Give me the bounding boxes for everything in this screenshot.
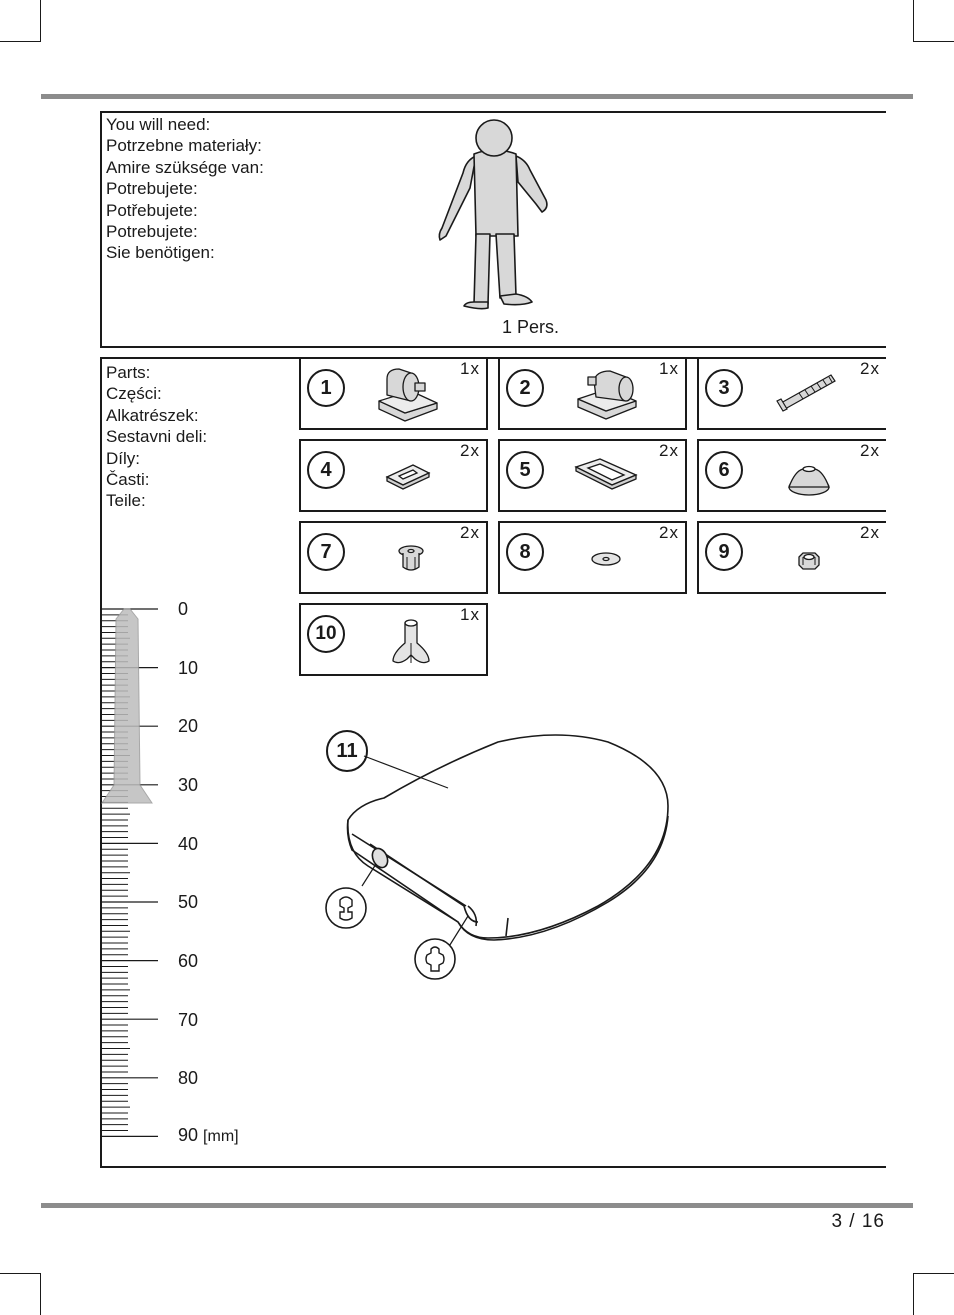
part-cell-5	[498, 439, 687, 512]
scale-label-20: 20	[178, 716, 199, 736]
part-quantity: 2x	[860, 523, 880, 542]
scale-value-90: 90	[178, 1125, 199, 1145]
parts-label: Części:	[106, 384, 162, 404]
scale-label-30: 30	[178, 775, 199, 795]
cap-detail-icon	[324, 886, 368, 930]
hinge-block-icon	[371, 363, 451, 425]
parts-label: Časti:	[106, 470, 150, 490]
parts-label: Sestavni deli:	[106, 427, 208, 447]
parts-labels	[106, 362, 207, 512]
need-label: You will need:	[106, 115, 211, 134]
parts-label: Díly:	[106, 448, 140, 468]
scale-label-70: 70	[178, 1010, 199, 1030]
scale-label-0: 0	[178, 599, 189, 619]
crop-mark-top-right-h	[913, 41, 954, 42]
part-number: 1	[307, 369, 345, 407]
scale-label-60: 60	[178, 951, 199, 971]
scale-label-80: 80	[178, 1068, 199, 1088]
part-number: 9	[705, 533, 743, 571]
parts-label: Parts:	[106, 363, 151, 382]
wing-key-icon	[371, 609, 451, 671]
need-label: Potrzebne materiały:	[106, 136, 262, 156]
hinge-block-icon	[570, 363, 650, 425]
part-number: 5	[506, 451, 544, 489]
part-number: 4	[307, 451, 345, 489]
page-number: 3 / 16	[831, 1211, 885, 1232]
part-quantity: 2x	[860, 359, 880, 378]
part-quantity: 1x	[460, 605, 480, 624]
crop-mark-bottom-right-h	[913, 1273, 954, 1274]
part-number: 3	[705, 369, 743, 407]
cap-detail-icon	[413, 937, 457, 981]
crop-mark-top-left-v	[40, 0, 41, 42]
part-number: 6	[705, 451, 743, 489]
part-number: 10	[307, 615, 345, 653]
part-quantity: 2x	[460, 523, 480, 542]
scale-label-50: 50	[178, 892, 199, 912]
scale-label-90	[178, 1125, 239, 1146]
parts-label: Alkatrészek:	[106, 405, 199, 425]
bottom-rule	[41, 1203, 913, 1208]
part-cell-3	[697, 357, 886, 430]
part-cell-7	[299, 521, 488, 594]
need-label: Potřebujete:	[106, 200, 198, 220]
top-rule	[41, 94, 913, 99]
part-number: 2	[506, 369, 544, 407]
need-label: Potrebujete:	[106, 222, 198, 242]
parts-label: Teile:	[106, 491, 146, 511]
need-label: Potrebujete:	[106, 179, 198, 199]
screw-length-scale	[100, 605, 162, 1145]
part-cell-8	[498, 521, 687, 594]
scale-unit: [mm]	[203, 1128, 239, 1145]
need-label: Sie benötigen:	[106, 243, 215, 263]
toilet-seat-icon	[318, 726, 678, 986]
part-number: 8	[506, 533, 544, 571]
part-cell-1	[299, 357, 488, 430]
scale-label-40: 40	[178, 834, 199, 854]
part-cell-2	[498, 357, 687, 430]
part-quantity: 1x	[460, 359, 480, 378]
crop-mark-bottom-right-v	[913, 1273, 914, 1315]
part-cell-9	[697, 521, 886, 594]
cone-washer-icon	[769, 445, 849, 507]
part-quantity: 2x	[860, 441, 880, 460]
persons-count: 1 Pers.	[502, 317, 560, 337]
part-number: 7	[307, 533, 345, 571]
part-cell-6	[697, 439, 886, 512]
anchor-nut-icon	[371, 527, 451, 589]
flat-washer-icon	[570, 527, 650, 589]
crop-mark-top-right-v	[913, 0, 914, 42]
need-label: Amire szüksége van:	[106, 157, 264, 177]
seat-number: 11	[326, 730, 368, 772]
small-gasket-icon	[371, 445, 451, 507]
part-cell-10	[299, 603, 488, 676]
threaded-bolt-icon	[769, 363, 849, 425]
crop-mark-top-left-h	[0, 41, 41, 42]
tools-needed-labels	[106, 114, 264, 264]
crop-mark-bottom-left-v	[40, 1273, 41, 1315]
crop-mark-bottom-left-h	[0, 1273, 41, 1274]
part-quantity: 2x	[460, 441, 480, 460]
part-quantity: 1x	[659, 359, 679, 378]
person-icon	[430, 118, 560, 323]
rectangular-gasket-icon	[570, 445, 650, 507]
hex-nut-icon	[769, 527, 849, 589]
scale-label-10: 10	[178, 658, 199, 678]
part-quantity: 2x	[659, 441, 679, 460]
part-cell-4	[299, 439, 488, 512]
part-quantity: 2x	[659, 523, 679, 542]
